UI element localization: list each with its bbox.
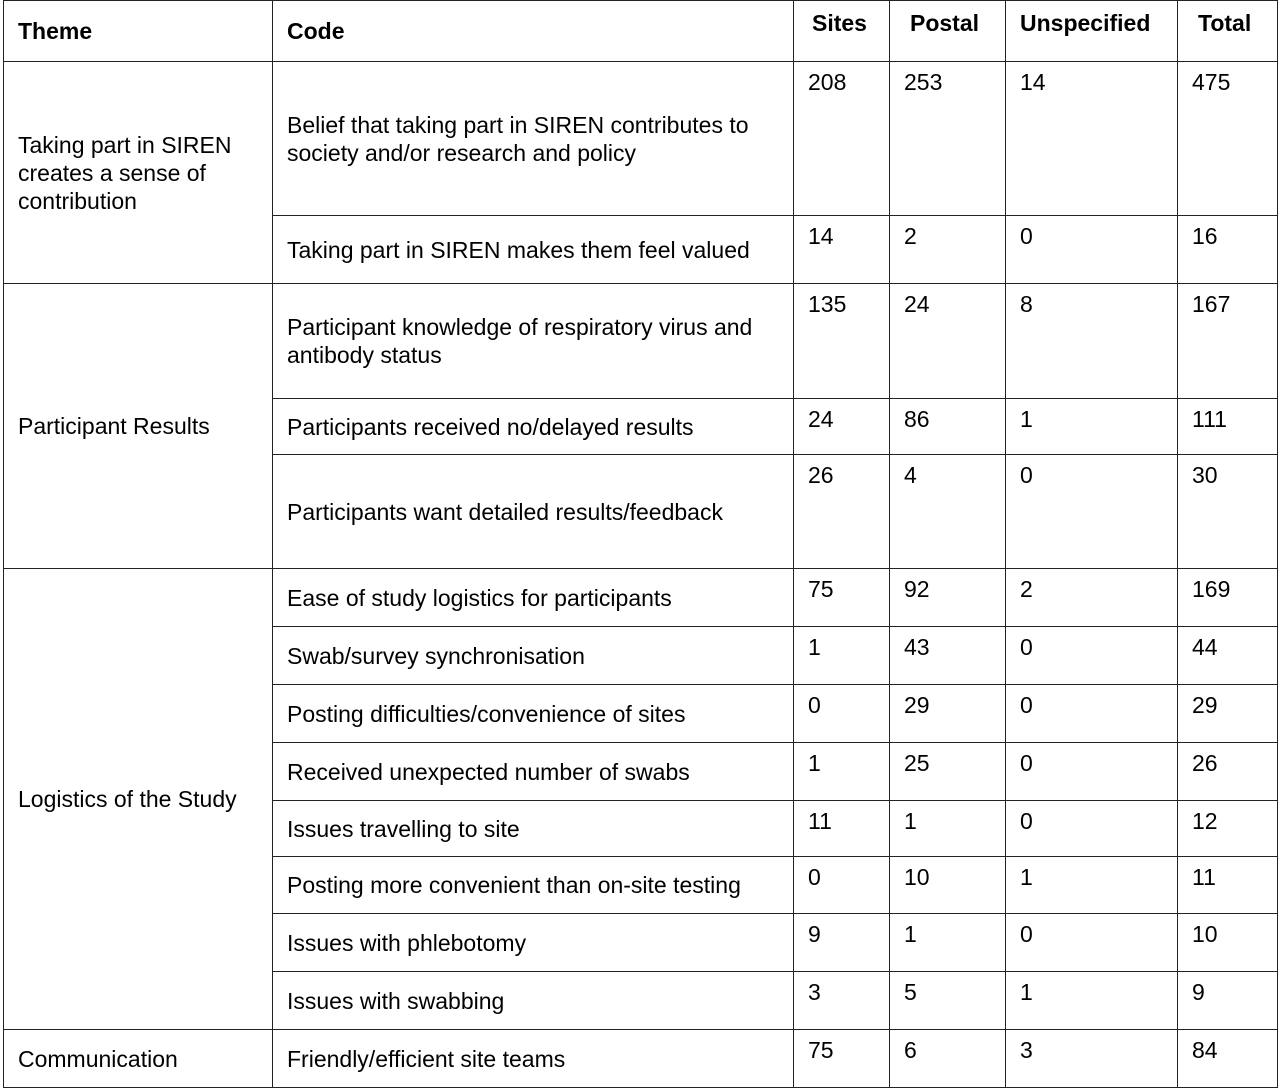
total-cell: 84 xyxy=(1178,1030,1278,1088)
code-cell: Ease of study logistics for participants xyxy=(273,569,794,627)
sites-cell: 26 xyxy=(794,455,890,569)
postal-cell: 29 xyxy=(890,685,1006,743)
table-row xyxy=(4,1030,1278,1088)
postal-cell: 5 xyxy=(890,972,1006,1030)
header-total: Total xyxy=(1178,1,1278,62)
total-cell: 111 xyxy=(1178,399,1278,455)
postal-cell: 43 xyxy=(890,627,1006,685)
code-cell: Taking part in SIREN makes them feel valued xyxy=(273,216,794,284)
total-cell: 16 xyxy=(1178,216,1278,284)
postal-cell: 1 xyxy=(890,801,1006,857)
unspecified-cell: 0 xyxy=(1006,914,1178,972)
postal-cell: 6 xyxy=(890,1030,1006,1088)
code-cell: Issues with swabbing xyxy=(273,972,794,1030)
total-cell: 44 xyxy=(1178,627,1278,685)
total-cell: 10 xyxy=(1178,914,1278,972)
total-cell: 475 xyxy=(1178,62,1278,216)
theme-cell: Logistics of the Study xyxy=(4,569,273,1030)
unspecified-cell: 0 xyxy=(1006,685,1178,743)
total-cell: 9 xyxy=(1178,972,1278,1030)
total-cell: 11 xyxy=(1178,857,1278,914)
unspecified-cell: 3 xyxy=(1006,1030,1178,1088)
unspecified-cell: 1 xyxy=(1006,972,1178,1030)
total-cell: 167 xyxy=(1178,284,1278,399)
table-row xyxy=(4,284,1278,399)
postal-cell: 4 xyxy=(890,455,1006,569)
code-cell: Posting more convenient than on-site testing xyxy=(273,857,794,914)
code-cell: Posting difficulties/convenience of sites xyxy=(273,685,794,743)
code-cell: Swab/survey synchronisation xyxy=(273,627,794,685)
postal-cell: 1 xyxy=(890,914,1006,972)
postal-cell: 86 xyxy=(890,399,1006,455)
sites-cell: 11 xyxy=(794,801,890,857)
header-theme: Theme xyxy=(4,1,273,62)
postal-cell: 10 xyxy=(890,857,1006,914)
total-cell: 26 xyxy=(1178,743,1278,801)
unspecified-cell: 0 xyxy=(1006,801,1178,857)
header-unspecified: Unspecified xyxy=(1006,1,1178,62)
code-cell: Issues with phlebotomy xyxy=(273,914,794,972)
sites-cell: 1 xyxy=(794,627,890,685)
total-cell: 30 xyxy=(1178,455,1278,569)
postal-cell: 25 xyxy=(890,743,1006,801)
sites-cell: 75 xyxy=(794,1030,890,1088)
table-row xyxy=(4,569,1278,627)
postal-cell: 24 xyxy=(890,284,1006,399)
code-cell: Participants want detailed results/feedback xyxy=(273,455,794,569)
unspecified-cell: 0 xyxy=(1006,743,1178,801)
unspecified-cell: 0 xyxy=(1006,627,1178,685)
sites-cell: 3 xyxy=(794,972,890,1030)
sites-cell: 0 xyxy=(794,685,890,743)
code-cell: Friendly/efficient site teams xyxy=(273,1030,794,1088)
code-cell: Issues travelling to site xyxy=(273,801,794,857)
unspecified-cell: 14 xyxy=(1006,62,1178,216)
code-cell: Belief that taking part in SIREN contributes to society and/or research and policy xyxy=(273,62,794,216)
header-sites: Sites xyxy=(794,1,890,62)
header-row xyxy=(4,1,1278,62)
unspecified-cell: 1 xyxy=(1006,399,1178,455)
unspecified-cell: 0 xyxy=(1006,455,1178,569)
unspecified-cell: 2 xyxy=(1006,569,1178,627)
sites-cell: 135 xyxy=(794,284,890,399)
theme-cell: Participant Results xyxy=(4,284,273,569)
sites-cell: 0 xyxy=(794,857,890,914)
sites-cell: 14 xyxy=(794,216,890,284)
sites-cell: 9 xyxy=(794,914,890,972)
total-cell: 12 xyxy=(1178,801,1278,857)
sites-cell: 1 xyxy=(794,743,890,801)
unspecified-cell: 0 xyxy=(1006,216,1178,284)
postal-cell: 92 xyxy=(890,569,1006,627)
header-code: Code xyxy=(273,1,794,62)
code-cell: Participant knowledge of respiratory virus and antibody status xyxy=(273,284,794,399)
results-table xyxy=(3,0,1278,1088)
postal-cell: 2 xyxy=(890,216,1006,284)
table-row xyxy=(4,62,1278,216)
postal-cell: 253 xyxy=(890,62,1006,216)
sites-cell: 208 xyxy=(794,62,890,216)
total-cell: 169 xyxy=(1178,569,1278,627)
sites-cell: 75 xyxy=(794,569,890,627)
code-cell: Received unexpected number of swabs xyxy=(273,743,794,801)
code-cell: Participants received no/delayed results xyxy=(273,399,794,455)
total-cell: 29 xyxy=(1178,685,1278,743)
header-postal: Postal xyxy=(890,1,1006,62)
theme-cell: Communication xyxy=(4,1030,273,1088)
unspecified-cell: 8 xyxy=(1006,284,1178,399)
theme-cell: Taking part in SIREN creates a sense of contribution xyxy=(4,62,273,284)
unspecified-cell: 1 xyxy=(1006,857,1178,914)
sites-cell: 24 xyxy=(794,399,890,455)
